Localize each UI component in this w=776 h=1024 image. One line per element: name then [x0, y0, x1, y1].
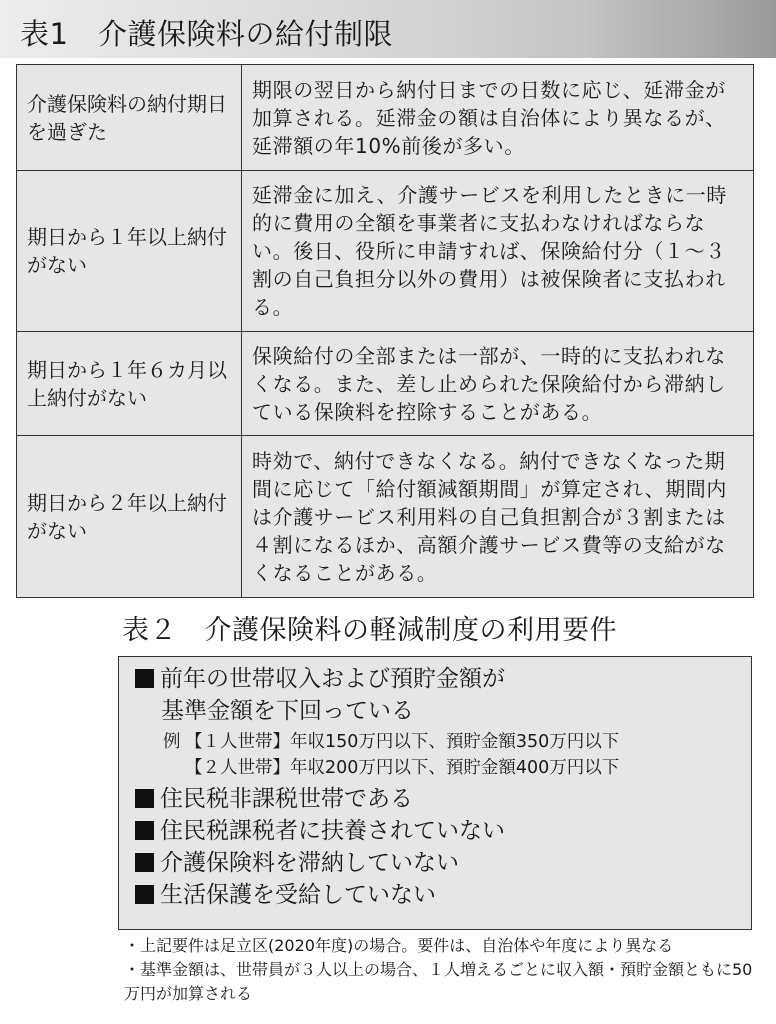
- condition-cell: 期日から２年以上納付がない: [17, 436, 242, 598]
- square-bullet-icon: [135, 669, 154, 688]
- footnote: ・基準金額は、世帯員が３人以上の場合、１人増えるごとに収入額・預貯金額ともに50万円が加算される: [124, 960, 753, 1003]
- example-text: 【１人世帯】年収150万円以下、預貯金額350万円以下: [185, 732, 620, 752]
- requirement-item: [135, 663, 741, 727]
- description-cell: 時効で、納付できなくなる。納付できなくなった期間に応じて「給付額減額期間」が算定され、期間内は介護サービス利用料の自己負担割合が３割または４割になるほか、高額介護サービス費等の支給がなくなることがある。: [242, 436, 754, 598]
- condition-cell: 期日から１年以上納付がない: [17, 171, 242, 332]
- example-row: [163, 729, 741, 755]
- condition-cell: 期日から１年６カ月以上納付がない: [17, 332, 242, 436]
- description-cell: 保険給付の全部または一部が、一時的に支払われなくなる。また、差し止められた保険給付から滞納している保険料を控除することがある。: [242, 332, 754, 436]
- description-cell: 期限の翌日から納付日までの日数に応じ、延滞金が加算される。延滞金の額は自治体により異なるが、延滞額の年10%前後が多い。: [242, 65, 754, 171]
- square-bullet-icon: [135, 821, 154, 840]
- requirement-line: 基準金額を下回っている: [161, 698, 414, 724]
- description-cell: 延滞金に加え、介護サービスを利用したときに一時的に費用の全額を事業者に支払わなければならない。後日、役所に申請すれば、保険給付分（１～３割の自己負担分以外の費用）は被保険者に支払われる。: [242, 171, 754, 332]
- example-label: 例: [163, 732, 181, 752]
- requirement-item: 介護保険料を滞納していない: [135, 847, 741, 879]
- table-row: [17, 436, 754, 598]
- requirement-item: 生活保護を受給していない: [135, 879, 741, 911]
- table-row: [17, 332, 754, 436]
- example-row: [163, 755, 741, 781]
- square-bullet-icon: [135, 853, 154, 872]
- examples: [163, 729, 741, 781]
- example-text: 【２人世帯】年収200万円以下、預貯金額400万円以下: [185, 758, 620, 778]
- requirement-item: 住民税非課税世帯である: [135, 783, 741, 815]
- footnote: ・上記要件は足立区(2020年度)の場合。要件は、自治体や年度により異なる: [124, 936, 674, 955]
- table1-title: 表1 介護保険料の給付制限: [20, 17, 393, 51]
- square-bullet-icon: [135, 789, 154, 808]
- footnotes: [124, 934, 754, 1006]
- requirement-item: 住民税課税者に扶養されていない: [135, 815, 741, 847]
- requirements-box: [118, 656, 752, 930]
- table-row: [17, 171, 754, 332]
- table2-title: 表２ 介護保険料の軽減制度の利用要件: [122, 615, 617, 646]
- requirement-line: 前年の世帯収入および預貯金額が: [160, 666, 505, 692]
- condition-cell: 介護保険料の納付期日を過ぎた: [17, 65, 242, 171]
- table1: [16, 64, 754, 598]
- square-bullet-icon: [135, 885, 154, 904]
- table-row: [17, 65, 754, 171]
